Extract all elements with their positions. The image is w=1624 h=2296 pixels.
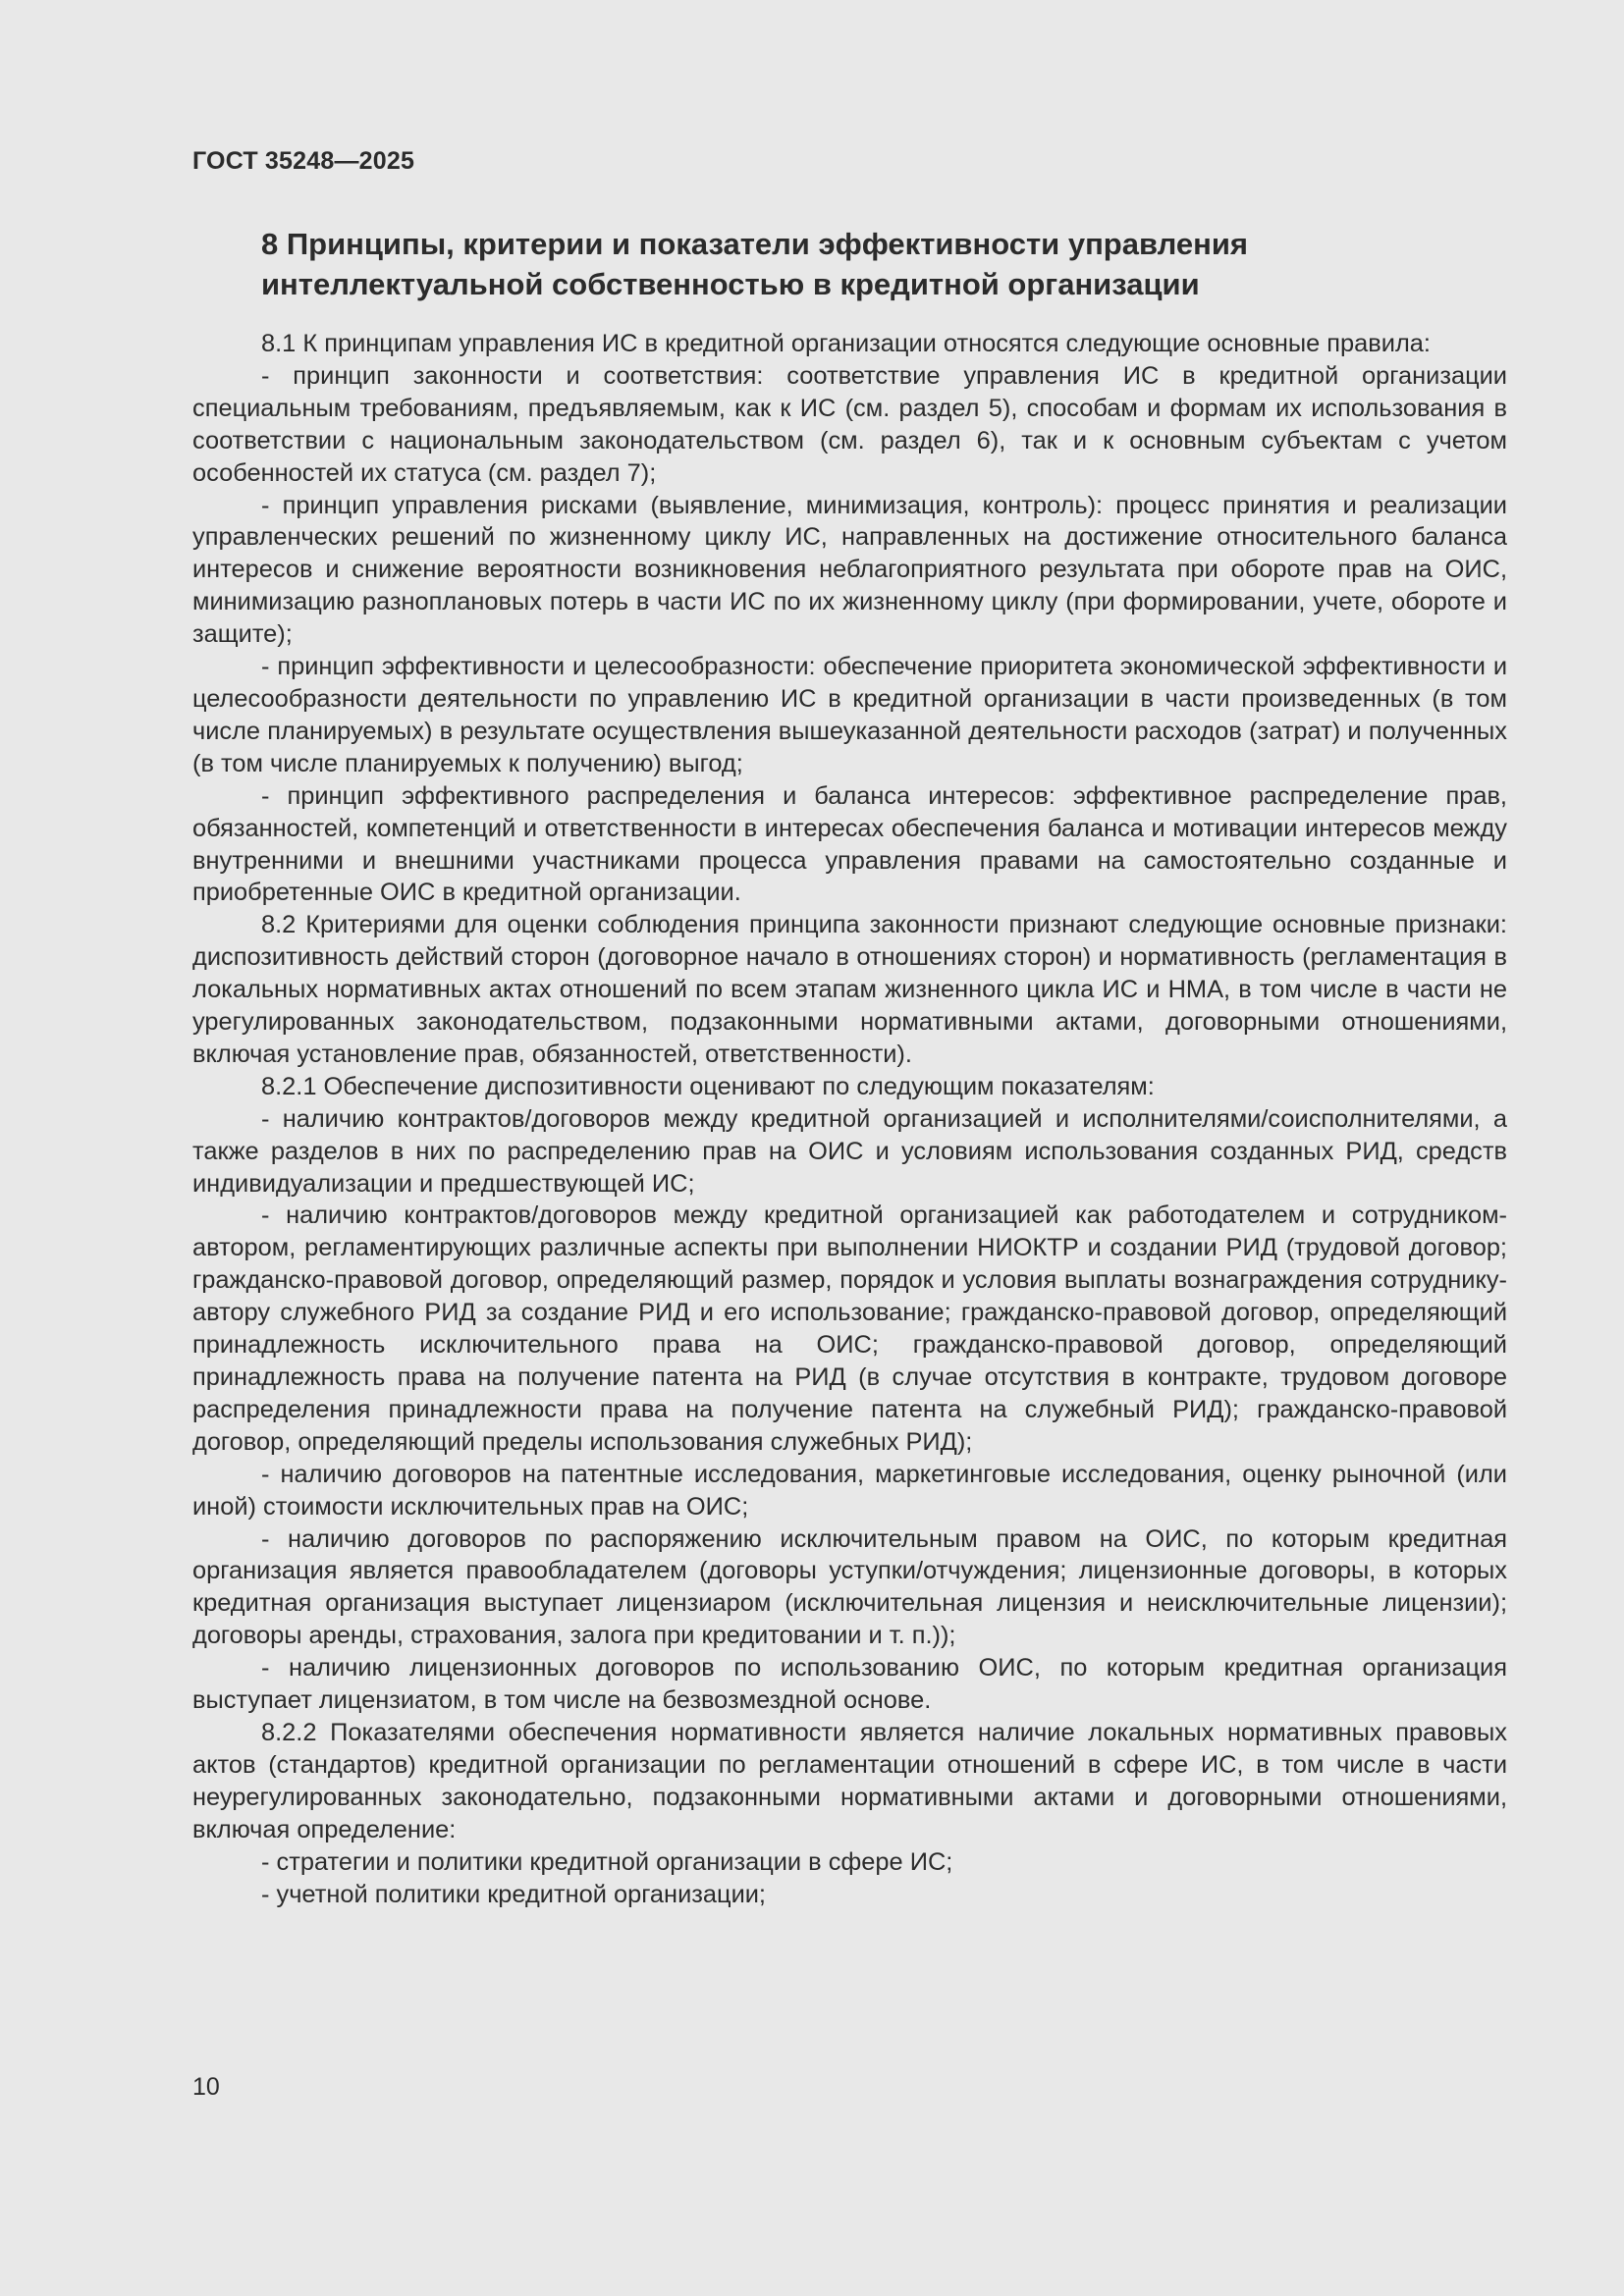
list-item-risk-principle: - принцип управления рисками (выявление, минимизация, контроль): процесс принятия и реализации управленческих решений по жизненному циклу ИС, направленных на достижение относительного баланса интересов и снижение вероятности возникновения неблагоприятного результата при обороте прав на ОИС, минимизацию разноплановых потерь в части ИС по их жизненному циклу (при формировании, учете, обороте и защите); <box>192 491 1507 649</box>
document-header: ГОСТ 35248—2025 <box>192 147 415 175</box>
list-item-legality-principle: - принцип законности и соответствия: соответствие управления ИС в кредитной организации специальным требованиям, предъявляемым, как к ИС (см. раздел 5), способам и формам их использования в соответствии с национальным законодательством (см. раздел 6), так и к основным субъектам с учетом особенностей их статуса (см. раздел 7); <box>192 361 1507 487</box>
list-item-accounting-policy: - учетной политики кредитной организации; <box>261 1880 766 1908</box>
body-text <box>192 328 1507 1910</box>
list-item-efficiency-principle: - принцип эффективности и целесообразности: обеспечение приоритета экономической эффективности и целесообразности деятельности по управлению ИС в кредитной организации в части произведенных (в том числе планируемых) в результате осуществления вышеуказанной деятельности расходов (затрат) и полученных (в том числе планируемых к получению) выгод; <box>192 653 1507 777</box>
list-item-contracts-executors: - наличию контрактов/договоров между кредитной организацией и исполнителями/соисполнителями, а также разделов в них по распределению прав на ОИС и условиям использования созданных РИД, средств индивидуализации и предшествующей ИС; <box>192 1104 1507 1198</box>
section-title-line-1: 8 Принципы, критерии и показатели эффективности управления <box>261 227 1249 261</box>
paragraph-8-2-2: 8.2.2 Показателями обеспечения нормативности является наличие локальных нормативных правовых актов (стандартов) кредитной организации по регламентации отношений в сфере ИС, в том числе в части неурегулированных законодательно, подзаконными нормативными актами и договорными отношениями, включая определение: <box>192 1718 1507 1843</box>
section-title <box>261 224 1439 304</box>
paragraph-8-2-1: 8.2.1 Обеспечение диспозитивности оценивают по следующим показателям: <box>261 1072 1155 1100</box>
list-item-balance-principle: - принцип эффективного распределения и баланса интересов: эффективное распределение прав, обязанностей, компетенций и ответственности в интересах обеспечения баланса и мотивации интересов между внутренними и внешними участниками процесса управления правами на самостоятельно созданные и приобретенные ОИС в кредитной организации. <box>192 781 1507 907</box>
list-item-license-contracts: - наличию лицензионных договоров по использованию ОИС, по которым кредитная организация выступает лицензиатом, в том числе на безвозмездной основе. <box>192 1654 1507 1715</box>
list-item-contracts-employees: - наличию контрактов/договоров между кредитной организацией как работодателем и сотрудником-автором, регламентирующих различные аспекты при выполнении НИОКТР и создании РИД (трудовой договор; гражданско-правовой договор, определяющий размер, порядок и условия выплаты вознаграждения сотруднику-автору служебного РИД за создание РИД и его использование; гражданско-правовой договор, определяющий принадлежность исключительного права на ОИС; гражданско-правовой договор, определяющий принадлежность права на получение патента на РИД (в случае отсутствия в контракте, трудовом договоре распределения принадлежности права на получение патента на служебный РИД); гражданско-правовой договор, определяющий пределы использования служебных РИД); <box>192 1201 1507 1456</box>
list-item-research-contracts: - наличию договоров на патентные исследования, маркетинговые исследования, оценку рыночной (или иной) стоимости исключительных прав на ОИС; <box>192 1460 1507 1521</box>
list-item-disposal-contracts: - наличию договоров по распоряжению исключительным правом на ОИС, по которым кредитная организация является правообладателем (договоры уступки/отчуждения; лицензионные договоры, в которых кредитная организация выступает лицензиаром (исключительная лицензия и неисключительные лицензии); договоры аренды, страхования, залога при кредитовании и т. п.)); <box>192 1524 1507 1650</box>
list-item-strategy: - стратегии и политики кредитной организации в сфере ИС; <box>261 1847 953 1876</box>
paragraph-8-2: 8.2 Критериями для оценки соблюдения принципа законности признают следующие основные признаки: диспозитивность действий сторон (договорное начало в отношениях сторон) и нормативность (регламентация в локальных нормативных актах отношений по всем этапам жизненного цикла ИС и НМА, в том числе в части не урегулированных законодательством, подзаконными нормативными актами, договорными отношениями, включая установление прав, обязанностей, ответственности). <box>192 911 1507 1068</box>
paragraph-8-1: 8.1 К принципам управления ИС в кредитной организации относятся следующие основные правила: <box>261 330 1431 357</box>
page-number: 10 <box>192 2073 220 2101</box>
section-title-line-2: интеллектуальной собственностью в кредитной организации <box>261 267 1200 301</box>
